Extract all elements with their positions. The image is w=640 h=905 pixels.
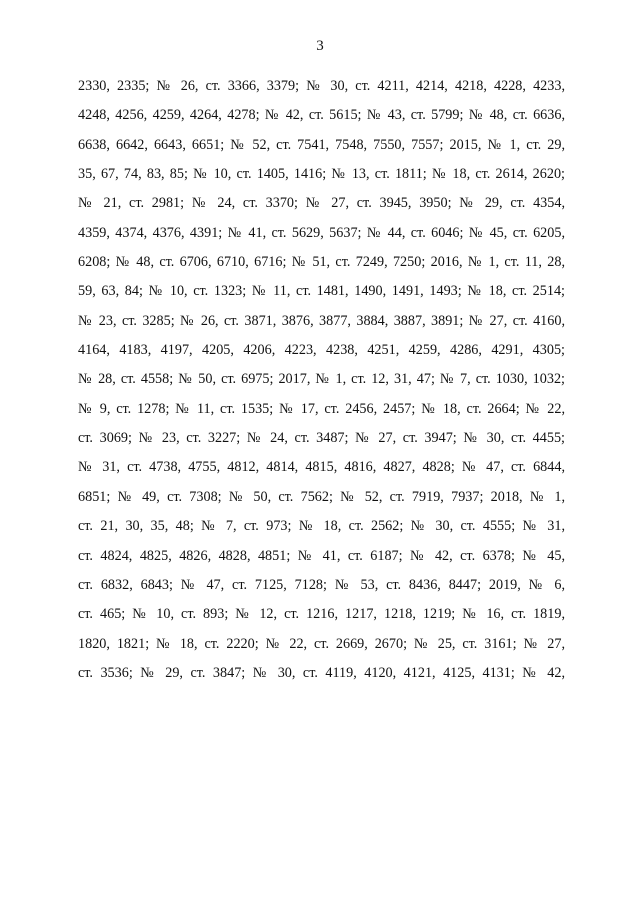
text-line: ст. 465; № 10, ст. 893; № 12, ст. 1216, 1217, 1218, 1219; № 16, ст. 1819, xyxy=(78,606,565,623)
text-line: 59, 63, 84; № 10, ст. 1323; № 11, ст. 1481, 1490, 1491, 1493; № 18, ст. 2514; xyxy=(78,283,565,300)
page-number: 3 xyxy=(316,38,324,54)
text-line: ст. 6832, 6843; № 47, ст. 7125, 7128; № 53, ст. 8436, 8447; 2019, № 6, xyxy=(78,576,565,593)
text-line: ст. 21, 30, 35, 48; № 7, ст. 973; № 18, ст. 2562; № 30, ст. 4555; № 31, xyxy=(78,518,565,535)
text-line: 6208; № 48, ст. 6706, 6710, 6716; № 51, ст. 7249, 7250; 2016, № 1, ст. 11, 28, xyxy=(78,254,565,271)
text-line: № 31, ст. 4738, 4755, 4812, 4814, 4815, 4816, 4827, 4828; № 47, ст. 6844, xyxy=(78,459,565,476)
text-line: 6638, 6642, 6643, 6651; № 52, ст. 7541, 7548, 7550, 7557; 2015, № 1, ст. 29, xyxy=(78,136,565,153)
body-text xyxy=(78,76,565,692)
text-line: 4248, 4256, 4259, 4264, 4278; № 42, ст. 5615; № 43, ст. 5799; № 48, ст. 6636, xyxy=(78,107,565,124)
text-line: ст. 4824, 4825, 4826, 4828, 4851; № 41, ст. 6187; № 42, ст. 6378; № 45, xyxy=(78,547,565,564)
text-line: № 23, ст. 3285; № 26, ст. 3871, 3876, 3877, 3884, 3887, 3891; № 27, ст. 4160, xyxy=(78,312,565,329)
text-line: 4164, 4183, 4197, 4205, 4206, 4223, 4238, 4251, 4259, 4286, 4291, 4305; xyxy=(78,342,565,359)
text-line: ст. 3536; № 29, ст. 3847; № 30, ст. 4119, 4120, 4121, 4125, 4131; № 42, xyxy=(78,664,565,681)
text-line: 6851; № 49, ст. 7308; № 50, ст. 7562; № 52, ст. 7919, 7937; 2018, № 1, xyxy=(78,488,565,505)
text-line: 4359, 4374, 4376, 4391; № 41, ст. 5629, 5637; № 44, ст. 6046; № 45, ст. 6205, xyxy=(78,224,565,241)
text-line: 1820, 1821; № 18, ст. 2220; № 22, ст. 2669, 2670; № 25, ст. 3161; № 27, xyxy=(78,635,565,652)
text-line: № 9, ст. 1278; № 11, ст. 1535; № 17, ст. 2456, 2457; № 18, ст. 2664; № 22, xyxy=(78,400,565,417)
text-line: 35, 67, 74, 83, 85; № 10, ст. 1405, 1416; № 13, ст. 1811; № 18, ст. 2614, 2620; xyxy=(78,166,565,183)
text-line: № 21, ст. 2981; № 24, ст. 3370; № 27, ст. 3945, 3950; № 29, ст. 4354, xyxy=(78,195,565,212)
text-line: ст. 3069; № 23, ст. 3227; № 24, ст. 3487; № 27, ст. 3947; № 30, ст. 4455; xyxy=(78,430,565,447)
text-line: № 28, ст. 4558; № 50, ст. 6975; 2017, № 1, ст. 12, 31, 47; № 7, ст. 1030, 1032; xyxy=(78,371,565,388)
text-line: 2330, 2335; № 26, ст. 3366, 3379; № 30, ст. 4211, 4214, 4218, 4228, 4233, xyxy=(78,78,565,94)
